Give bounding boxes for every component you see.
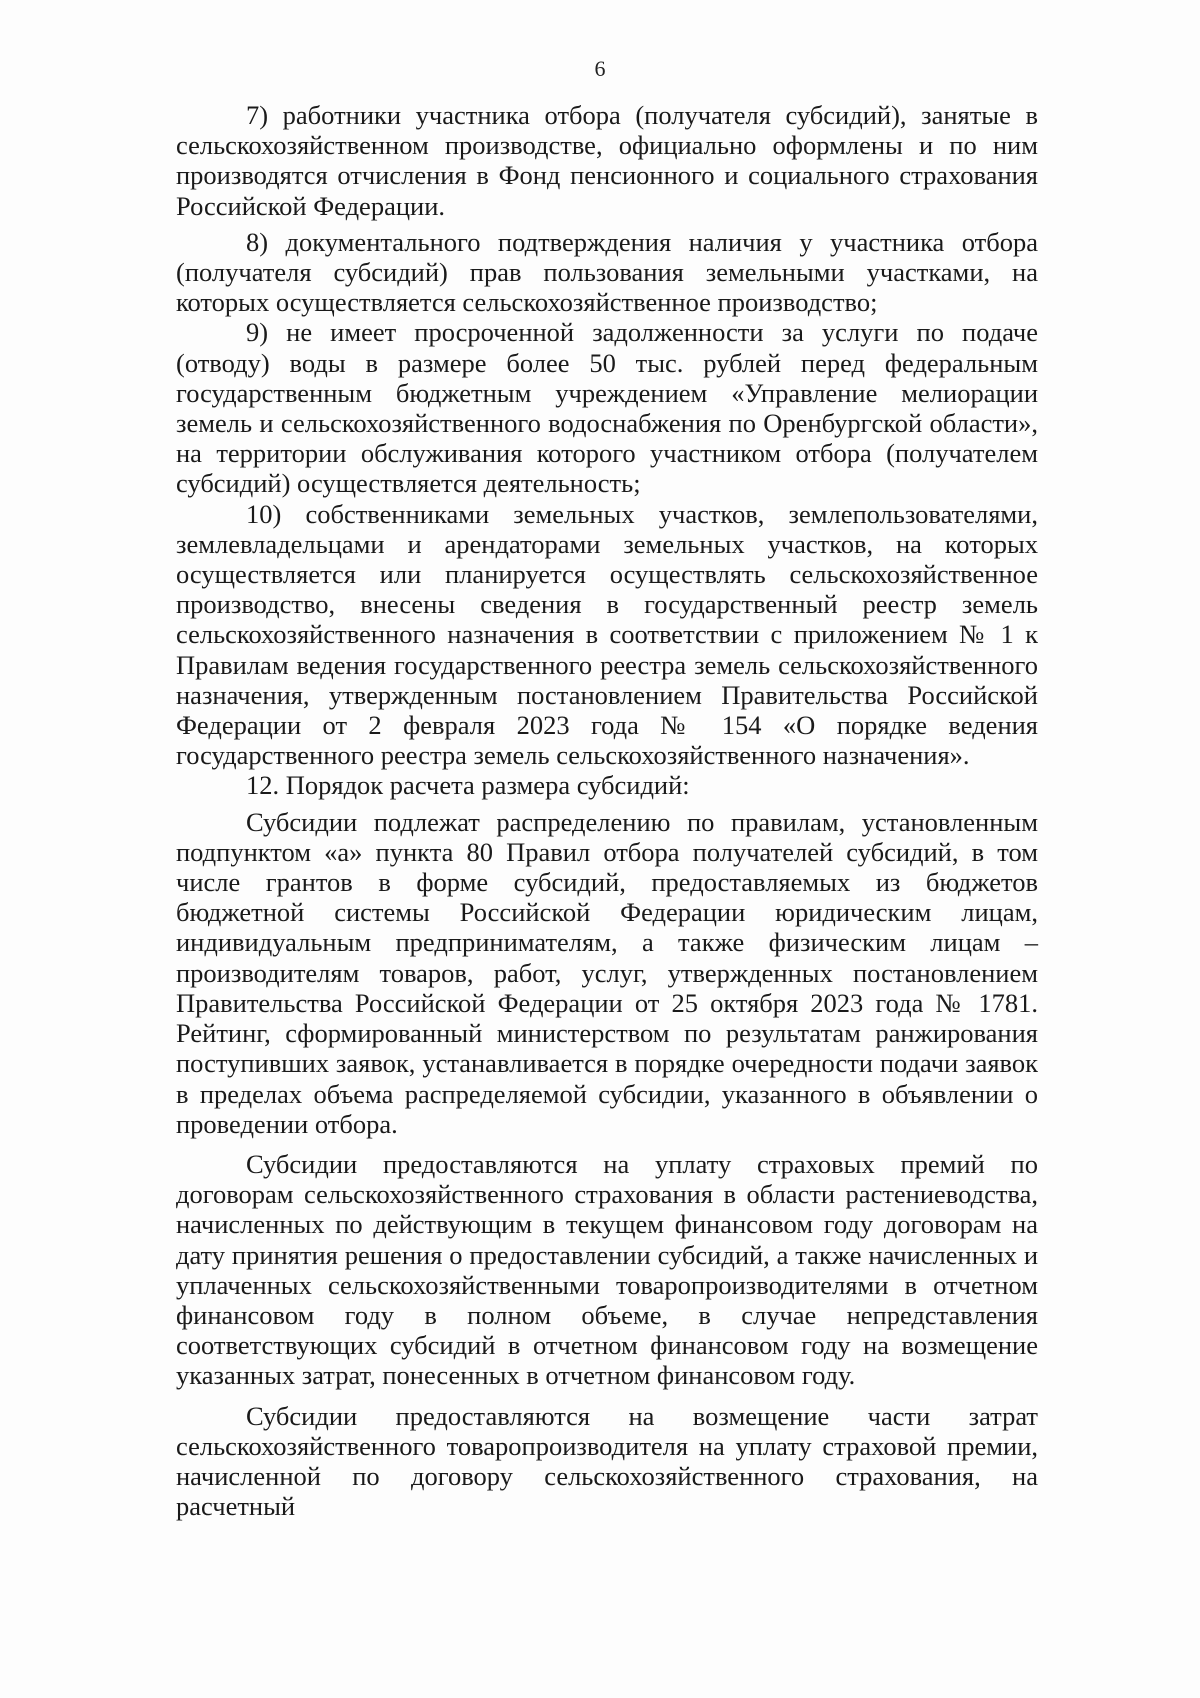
paragraph-cost-reimbursement: Субсидии предоставляются на возмещение части затрат сельскохозяйственного товаропроизводителя на уплату страховой премии, начисленной по договору сельскохозяйственного страхования, на расчетный: [176, 1400, 1038, 1522]
paragraph-item-9: 9) не имеет просроченной задолженности за услуги по подаче (отводу) воды в размере более 50 тыс. рублей перед федеральным государственным бюджетным учреждением «Управление мелиорации земель и сельскохозяйственного водоснабжения по Оренбургской области», на территории обслуживания которого участником отбора (получателем субсидий) осуществляется деятельность;: [176, 317, 1038, 499]
paragraph-distribution-rules: Субсидии подлежат распределению по правилам, установленным подпунктом «а» пункта 80 Правил отбора получателей субсидий, в том числе грантов в форме субсидий, предоставляемых из бюджетов бюджетной системы Российской Федерации юридическим лицам, индивидуальным предпринимателям, а также физическим лицам – производителям товаров, работ, услуг, утвержденных постановлением Правительства Российской Федерации от 25 октября 2023 года № 1781. Рейтинг, сформированный министерством по результатам ранжирования поступивших заявок, устанавливается в порядке очередности подачи заявок в пределах объема распределяемой субсидии, указанного в объявлении о проведении отбора.: [176, 806, 1038, 1139]
document-body: [176, 100, 1038, 1521]
paragraph-item-10: 10) собственниками земельных участков, землепользователями, землевладельцами и арендаторами земельных участков, на которых осуществляется или планируется осуществлять сельскохозяйственное производство, внесены сведения в государственный реестр земель сельскохозяйственного назначения в соответствии с приложением № 1 к Правилам ведения государственного реестра земель сельскохозяйственного назначения, утвержденным постановлением Правительства Российской Федерации от 2 февраля 2023 года № 154 «О порядке ведения государственного реестра земель сельскохозяйственного назначения».: [176, 498, 1038, 771]
paragraph-item-7: 7) работники участника отбора (получателя субсидий), занятые в сельскохозяйственном производстве, официально оформлены и по ним производятся отчисления в Фонд пенсионного и социального страхования Российской Федерации.: [176, 100, 1038, 221]
section-heading-12: 12. Порядок расчета размера субсидий:: [246, 770, 690, 801]
paragraph-insurance-premiums: Субсидии предоставляются на уплату страховых премий по договорам сельскохозяйственного страхования в области растениеводства, начисленных по действующим в текущем финансовом году договорам на дату принятия решения о предоставлении субсидий, а также начисленных и уплаченных сельскохозяйственными товаропроизводителями в отчетном финансовом году в полном объеме, в случае непредставления соответствующих субсидий в отчетном финансовом году на возмещение указанных затрат, понесенных в отчетном финансовом году.: [176, 1148, 1038, 1391]
paragraph-item-8: 8) документального подтверждения наличия у участника отбора (получателя субсидий) прав пользования земельными участками, на которых осуществляется сельскохозяйственное производство;: [176, 226, 1038, 318]
page-number: 6: [594, 56, 606, 81]
